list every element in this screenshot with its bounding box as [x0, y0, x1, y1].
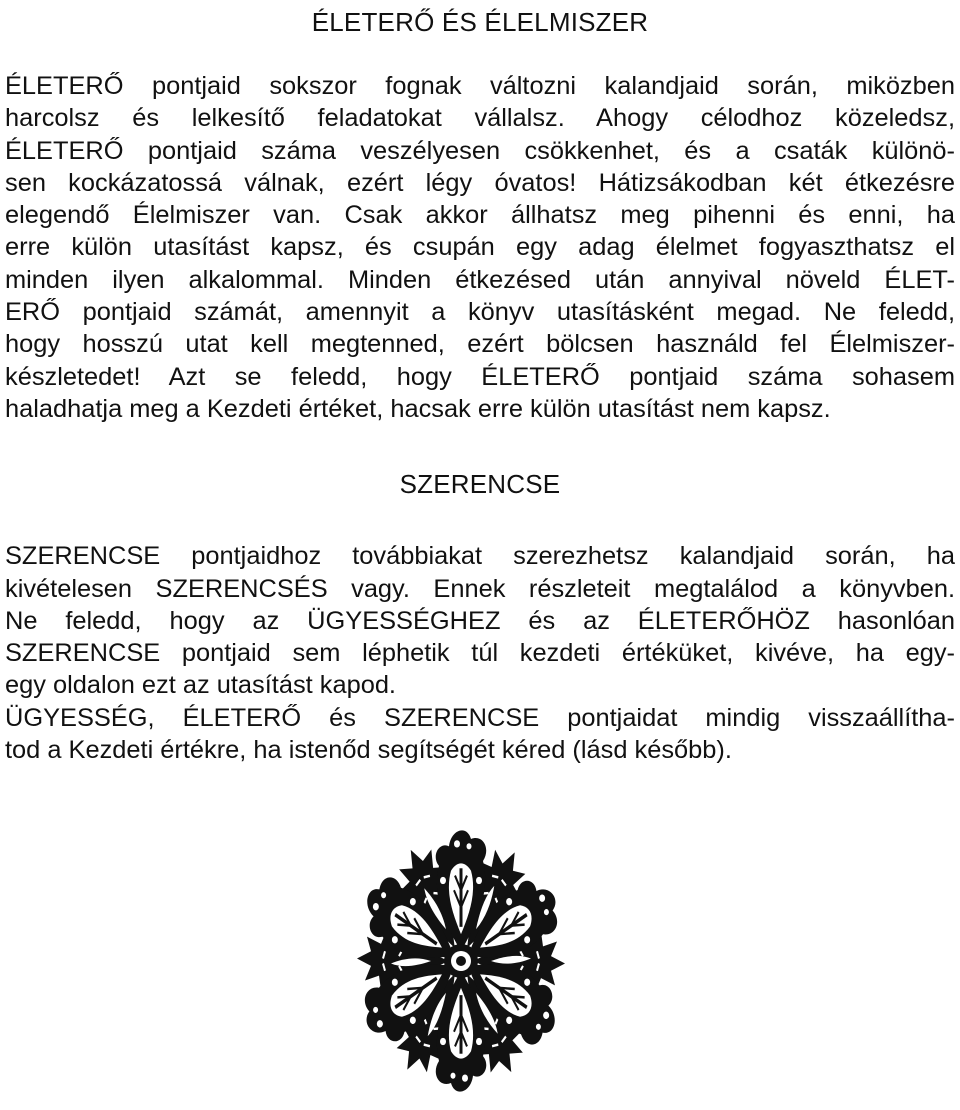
text-line: minden ilyen alkalommal. Minden étkezésed után annyival növeld ÉLET- — [5, 265, 955, 294]
text-line: SZERENCSE pontjaid sem léphetik túl kezdeti értéküket, kivéve, ha egy- — [5, 639, 955, 668]
text-line: ÜGYESSÉG, ÉLETERŐ és SZERENCSE pontjaidat mindig visszaállítha- — [5, 703, 955, 732]
text-line: kivételesen SZERENCSÉS vagy. Ennek részleteit megtalálod a könyvben. — [5, 574, 955, 603]
eletero-paragraph — [5, 70, 955, 425]
section-title-eletero: ÉLETERŐ ÉS ÉLELMISZER — [311, 7, 649, 37]
text-line: elegendő Élelmiszer van. Csak akkor állhatsz meg pihenni és enni, ha — [5, 201, 955, 230]
text-line: Ne feledd, hogy az ÜGYESSÉGHEZ és az ÉLETERŐHÖZ hasonlóan — [5, 606, 955, 635]
document-page — [5, 0, 955, 766]
section-title-szerencse: SZERENCSE — [399, 469, 561, 500]
text-line: sen kockázatossá válnak, ezért légy óvatos! Hátizsákodban két étkezésre — [5, 168, 955, 197]
text-line: készletedet! Azt se feledd, hogy ÉLETERŐ pontjaid száma sohasem — [5, 362, 955, 391]
text-line: ÉLETERŐ pontjaid száma veszélyesen csökkenhet, és a csaták különö- — [5, 136, 955, 165]
floral-rosette-ornament-icon — [353, 823, 569, 1099]
text-line: tod a Kezdeti értékre, ha istenőd segítségét kéred (lásd később). — [5, 736, 732, 765]
text-line: erre külön utasítást kapsz, és csupán egy adag élelmet fogyaszthatsz el — [5, 233, 955, 262]
text-line: ÉLETERŐ pontjaid sokszor fognak változni kalandjaid során, miközben — [5, 72, 955, 100]
szerencse-paragraph-1 — [5, 540, 955, 701]
text-line: hogy hosszú utat kell megtenned, ezért bölcsen használd fel Élelmiszer- — [5, 330, 955, 359]
text-line: harcolsz és lelkesítő feladatokat vállalsz. Ahogy célodhoz közeledsz, — [5, 104, 955, 133]
szerencse-paragraph-2 — [5, 702, 955, 767]
text-line: haladhatja meg a Kezdeti értéket, hacsak erre külön utasítást nem kapsz. — [5, 394, 831, 423]
text-line: ERŐ pontjaid számát, amennyit a könyv utasításként megad. Ne feledd, — [5, 298, 955, 327]
text-line: egy oldalon ezt az utasítást kapod. — [5, 671, 396, 700]
text-line: SZERENCSE pontjaidhoz továbbiakat szerezhetsz kalandjaid során, ha — [5, 542, 955, 571]
